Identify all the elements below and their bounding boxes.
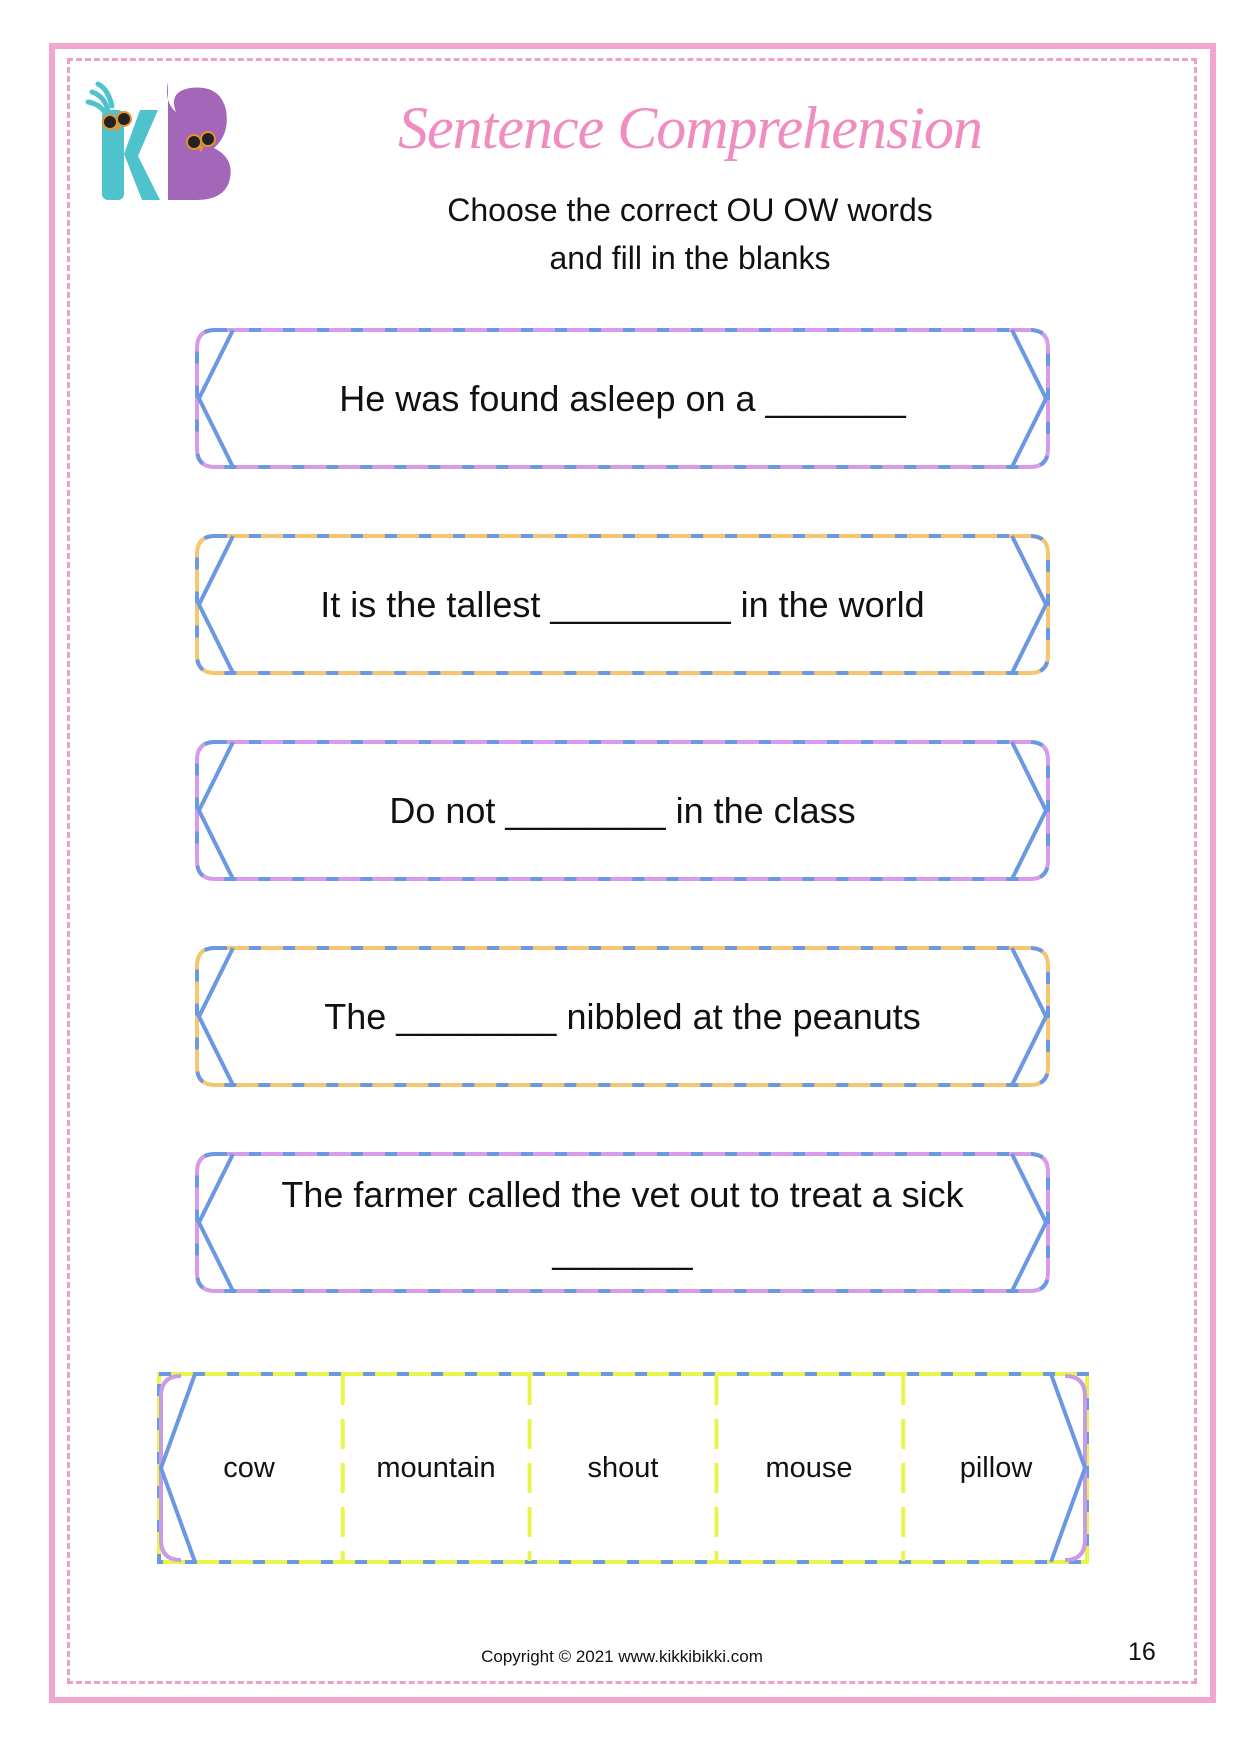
kikkibikki-logo bbox=[84, 74, 244, 210]
sentence-box-4 bbox=[194, 945, 1051, 1088]
word-bank-item: shout bbox=[587, 1451, 659, 1484]
word-bank-item: mouse bbox=[765, 1451, 853, 1484]
page-title: Sentence Comprehension bbox=[398, 95, 982, 161]
instructions-line-1: Choose the correct OU OW words bbox=[447, 192, 933, 228]
instructions-line-2: and fill in the blanks bbox=[549, 240, 831, 276]
copyright: Copyright © 2021 www.kikkibikki.com bbox=[481, 1647, 763, 1666]
page-number: 16 bbox=[1128, 1638, 1156, 1666]
sentence-box-5 bbox=[194, 1151, 1051, 1294]
sentence-text: The ________ nibbled at the peanuts bbox=[324, 995, 921, 1037]
word-bank-item: mountain bbox=[376, 1451, 496, 1484]
sentence-box-1 bbox=[194, 327, 1051, 470]
word-bank bbox=[156, 1371, 1090, 1565]
sentence-box-2 bbox=[194, 533, 1051, 676]
sentence-text: He was found asleep on a _______ bbox=[339, 377, 906, 419]
sentence-text: The farmer called the vet out to treat a sick _______ bbox=[281, 1173, 964, 1271]
sentence-text: Do not ________ in the class bbox=[389, 789, 856, 831]
sentence-text: It is the tallest _________ in the world bbox=[320, 583, 925, 625]
instructions bbox=[330, 186, 1050, 282]
word-bank-item: cow bbox=[223, 1451, 275, 1484]
word-bank-item: pillow bbox=[959, 1451, 1033, 1484]
sentence-box-3 bbox=[194, 739, 1051, 882]
